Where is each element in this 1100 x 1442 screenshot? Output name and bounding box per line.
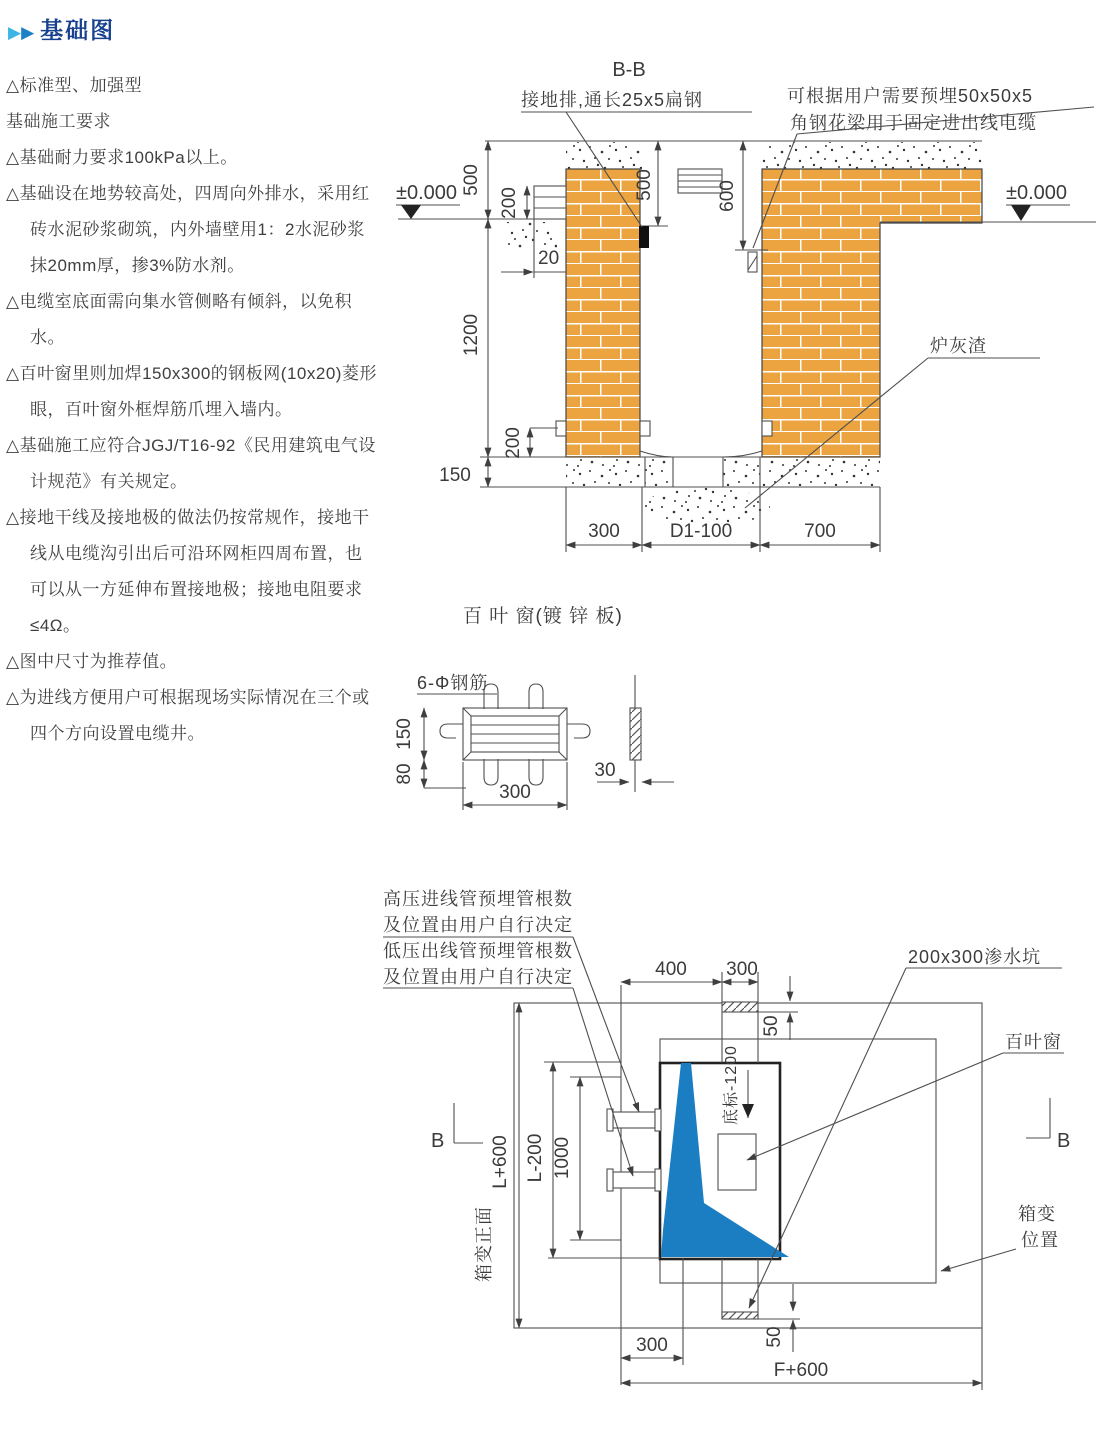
note-line: △基础耐力要求100kPa以上。 (6, 148, 238, 167)
note-line: △为进线方便用户可根据现场实际情况在三个或四个方向设置电缆井。 (6, 688, 370, 743)
bottom-seepage-pit (722, 1259, 800, 1352)
dim-label: 200 (499, 187, 520, 219)
svg-text:箱变: 箱变 (1018, 1204, 1056, 1224)
seepage-pit-callout (749, 947, 1062, 1308)
note-line: △百叶窗里则加焊150x300的钢板网(10x20)菱形眼，百叶窗外框焊筋爪埋入墙内。 (6, 364, 377, 419)
left-brick-wall (566, 169, 640, 457)
page-title-text: 基础图 (40, 17, 116, 43)
dim-label: D1-100 (669, 521, 733, 542)
dim-label: 300 (636, 1335, 668, 1356)
svg-text:200x300渗水坑: 200x300渗水坑 (908, 947, 1042, 967)
dim-label: 300 (726, 959, 758, 980)
svg-text:±0.000: ±0.000 (396, 182, 458, 204)
louver-side-view (594, 675, 674, 792)
concrete-band (566, 142, 642, 169)
dim-label: 400 (655, 959, 687, 980)
louver-detail-drawing (394, 605, 674, 810)
dim-label: 80 (394, 763, 415, 785)
note-line: △基础施工应符合JGJ/T16-92《民用建筑电气设计规范》有关规定。 (6, 436, 376, 491)
plan-top-dims (621, 959, 790, 1040)
dim-label: 1200 (461, 313, 482, 357)
section-bb-drawing (396, 59, 1096, 552)
dim-label: 200 (503, 427, 524, 459)
rebar-hook (529, 759, 543, 785)
dim-label: 600 (717, 180, 738, 212)
dim-label: 300 (588, 521, 620, 542)
svg-text:底标-1200: 底标-1200 (723, 1045, 740, 1125)
plan-left-dims (474, 1003, 660, 1328)
svg-text:角钢花梁用于固定进出线电缆: 角钢花梁用于固定进出线电缆 (790, 113, 1037, 133)
note-line: △图中尺寸为推荐值。 (6, 652, 178, 671)
dim-label: L+600 (490, 1135, 511, 1189)
grounding-bar (639, 226, 649, 248)
rebar-callout (417, 673, 497, 694)
cable-duct-spool (607, 1169, 661, 1191)
rebar-hook (529, 684, 543, 709)
front-side-label: 箱变正面 (474, 1206, 494, 1282)
plan-bottom-dims (621, 1258, 982, 1390)
svg-text:±0.000: ±0.000 (1006, 182, 1068, 204)
elevation-mark-left (396, 182, 460, 219)
dim-label: 150 (439, 465, 471, 486)
svg-text:百叶窗: 百叶窗 (1005, 1032, 1062, 1052)
svg-text:B: B (431, 1130, 445, 1152)
note-line: 基础施工要求 (6, 112, 111, 131)
svg-text:及位置由用户自行决定: 及位置由用户自行决定 (383, 915, 573, 935)
concrete-band (762, 142, 982, 169)
rebar-hook (567, 724, 590, 738)
louver-in-section (678, 169, 722, 193)
hv-lv-pipes-callout (383, 888, 639, 1176)
note-line: △接地干线及接地极的做法仍按常规作，接地干线从电缆沟引出后可沿环网柜四周布置，也可以从一方延伸布置接地极；接地电阻要求≤4Ω。 (6, 508, 370, 635)
svg-text:B: B (1057, 1130, 1071, 1152)
note-line: △电缆室底面需向集水管侧略有倾斜，以免积水。 (6, 292, 353, 347)
dim-label: 500 (634, 169, 655, 201)
dim-label: F+600 (773, 1360, 829, 1381)
dim-label: 150 (394, 718, 415, 750)
outer-ledge (499, 186, 566, 278)
dim-label: L-200 (525, 1133, 546, 1183)
elevation-mark-right (1006, 182, 1070, 221)
dim-label: 50 (761, 1015, 782, 1037)
section-title: B-B (612, 59, 646, 81)
note-line: △标准型、加强型 (6, 76, 143, 95)
louver-callout (747, 1032, 1064, 1160)
dim-label: 700 (804, 521, 836, 542)
rebar-hook (484, 759, 498, 785)
svg-text:接地排,通长25x5扁钢: 接地排,通长25x5扁钢 (521, 90, 704, 110)
svg-text:位置: 位置 (1021, 1230, 1059, 1250)
inner-600-dim (717, 141, 743, 250)
dim-label: 50 (764, 1326, 785, 1348)
svg-text:及位置由用户自行决定: 及位置由用户自行决定 (383, 967, 573, 987)
transformer-position-callout (941, 1204, 1059, 1271)
louver-window-plan (718, 1134, 756, 1190)
dim-label: 20 (538, 248, 560, 269)
title-arrow-icon: ▶ (21, 23, 33, 42)
title-arrow-icon: ▶ (8, 23, 20, 42)
svg-text:炉灰渣: 炉灰渣 (930, 336, 987, 356)
svg-text:6-Φ钢筋: 6-Φ钢筋 (417, 673, 489, 693)
svg-text:可根据用户需要预埋50x50x5: 可根据用户需要预埋50x50x5 (787, 86, 1034, 106)
floor-elevation-mark (722, 1045, 754, 1125)
section-mark-b-right (1026, 1098, 1070, 1152)
backfill-speckle (503, 222, 557, 248)
svg-text:低压出线管预埋管根数: 低压出线管预埋管根数 (383, 941, 573, 961)
dim-label: 300 (499, 782, 531, 803)
right-brick-wall (762, 169, 982, 457)
dim-label: 1000 (552, 1136, 573, 1180)
detail-title: 百 叶 窗(镀 锌 板) (463, 606, 623, 627)
dim-label: 30 (594, 760, 616, 781)
bottom-200-dim (503, 427, 558, 459)
section-mark-b-left (431, 1103, 483, 1152)
dim-label: 500 (461, 164, 482, 196)
svg-text:高压进线管预埋管根数: 高压进线管预埋管根数 (383, 889, 573, 909)
note-line: △基础设在地势较高处，四周向外排水，采用红砖水泥砂浆砌筑，内外墙壁用1：2水泥砂浆抹20mm厚，掺3%防水剂。 (6, 184, 370, 275)
plan-drawing (383, 888, 1070, 1390)
rebar-hook (440, 724, 463, 738)
